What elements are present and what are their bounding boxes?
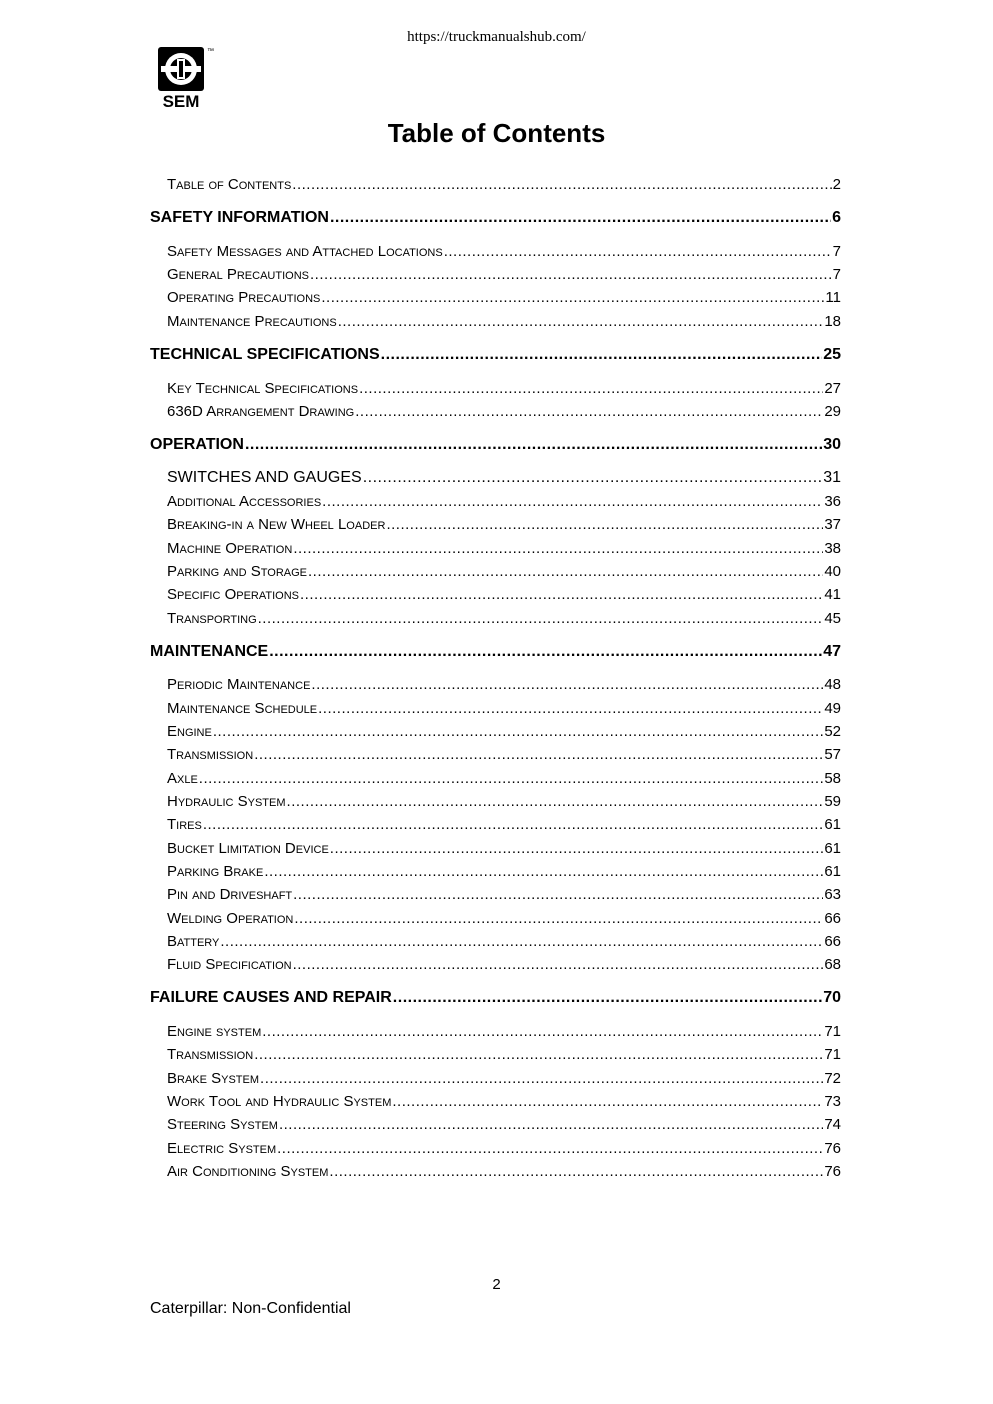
- toc-entry-page: 25: [823, 346, 841, 363]
- toc-entry-page: 63: [824, 886, 841, 903]
- sem-logo: [157, 45, 219, 109]
- toc-dot-leader: [277, 1140, 823, 1157]
- toc-section-entry[interactable]: [150, 436, 841, 454]
- toc-dot-leader: [381, 346, 823, 364]
- toc-dot-leader: [330, 209, 831, 227]
- toc-entry-title: FAILURE CAUSES AND REPAIR: [150, 989, 392, 1006]
- toc-section-entry[interactable]: [150, 346, 841, 364]
- toc-entry-title: Specific Operations: [167, 586, 299, 603]
- toc-entry-title: Parking Brake: [167, 863, 264, 880]
- toc-entry-title: Fluid Specification: [167, 956, 292, 973]
- toc-entry-page: 45: [824, 610, 841, 627]
- toc-entry-page: 40: [824, 563, 841, 580]
- toc-entry-title: OPERATION: [150, 436, 244, 453]
- toc-subsection-entry[interactable]: [167, 840, 841, 857]
- toc-subsection-entry[interactable]: [167, 793, 841, 810]
- toc-subsection-entry[interactable]: [167, 723, 841, 740]
- toc-entry-page: 68: [824, 956, 841, 973]
- toc-entry-page: 52: [824, 723, 841, 740]
- toc-entry-page: 37: [824, 516, 841, 533]
- logo-trademark: ™: [207, 48, 214, 55]
- toc-entry-page: 36: [824, 493, 841, 510]
- toc-entry-title: Table of Contents: [167, 176, 292, 193]
- toc-entry-page: 38: [824, 540, 841, 557]
- toc-entry-title: Steering System: [167, 1116, 278, 1133]
- toc-dot-leader: [363, 469, 823, 487]
- toc-entry-title: Brake System: [167, 1070, 260, 1087]
- toc-entry-title: Work Tool and Hydraulic System: [167, 1093, 392, 1110]
- toc-dot-leader: [355, 403, 823, 420]
- toc-entry-title: Air Conditioning System: [167, 1163, 329, 1180]
- toc-dot-leader: [258, 610, 824, 627]
- toc-entry-title: Hydraulic System: [167, 793, 286, 810]
- toc-entry-page: 47: [823, 643, 841, 660]
- sem-logo-icon: [157, 45, 219, 109]
- toc-entry-page: 72: [824, 1070, 841, 1087]
- toc-subsection-entry[interactable]: [167, 563, 841, 580]
- toc-entry-page: 73: [824, 1093, 841, 1110]
- toc-entry-title: Pin and Driveshaft: [167, 886, 293, 903]
- toc-entry-title: General Precautions: [167, 266, 309, 283]
- toc-entry-title: Key Technical Specifications: [167, 380, 359, 397]
- toc-dot-leader: [292, 176, 831, 193]
- toc-subsection-entry[interactable]: [167, 886, 841, 903]
- toc-dot-leader: [322, 493, 823, 510]
- toc-entry-title: TECHNICAL SPECIFICATIONS: [150, 346, 380, 363]
- toc-dot-leader: [269, 643, 822, 661]
- toc-entry-page: 31: [823, 469, 841, 486]
- source-url[interactable]: https://truckmanualshub.com/: [407, 29, 586, 45]
- toc-entry-title: Machine Operation: [167, 540, 293, 557]
- toc-entry-title: Welding Operation: [167, 910, 294, 927]
- toc-entry-page: 57: [824, 746, 841, 763]
- toc-dot-leader: [293, 886, 823, 903]
- toc-dot-leader: [311, 676, 823, 693]
- toc-subsection-entry[interactable]: [167, 816, 841, 833]
- toc-entry-page: 58: [824, 770, 841, 787]
- toc-dot-leader: [294, 910, 823, 927]
- toc-dot-leader: [254, 746, 823, 763]
- toc-dot-leader: [329, 1163, 823, 1180]
- toc-dot-leader: [330, 840, 824, 857]
- toc-entry-title: SWITCHES AND GAUGES: [167, 469, 362, 486]
- toc-subsection-entry[interactable]: [167, 403, 841, 420]
- toc-entry-page: 70: [823, 989, 841, 1006]
- toc-entry-page: 61: [824, 840, 841, 857]
- toc-subsection-entry[interactable]: [167, 910, 841, 927]
- toc-dot-leader: [386, 516, 823, 533]
- toc-subsection-entry[interactable]: [167, 956, 841, 973]
- toc-entry-title: Engine system: [167, 1023, 262, 1040]
- toc-dot-leader: [338, 313, 824, 330]
- toc-dot-leader: [293, 540, 823, 557]
- toc-subsection-entry[interactable]: [167, 1140, 841, 1157]
- toc-entry-page: 76: [824, 1140, 841, 1157]
- toc-subsection-entry[interactable]: [167, 610, 841, 627]
- toc-dot-leader: [359, 380, 823, 397]
- toc-entry-title: Tires: [167, 816, 202, 833]
- toc-dot-leader: [300, 586, 823, 603]
- toc-entry-page: 7: [832, 266, 841, 283]
- toc-entry-page: 76: [824, 1163, 841, 1180]
- toc-entry-page: 59: [824, 793, 841, 810]
- toc-dot-leader: [264, 863, 823, 880]
- toc-subsection-entry[interactable]: [167, 380, 841, 397]
- toc-entry-page: 18: [824, 313, 841, 330]
- toc-entry-page: 27: [824, 380, 841, 397]
- toc-dot-leader: [279, 1116, 823, 1133]
- toc-subsection-entry[interactable]: [167, 676, 841, 693]
- toc-entry-title: Battery: [167, 933, 220, 950]
- toc-dot-leader: [392, 1093, 823, 1110]
- toc-entry-page: 29: [824, 403, 841, 420]
- toc-entry-title: Transporting: [167, 610, 257, 627]
- toc-dot-leader: [203, 816, 823, 833]
- toc-subsection-entry[interactable]: [167, 863, 841, 880]
- toc-entry-page: 61: [824, 816, 841, 833]
- toc-subsection-entry[interactable]: [167, 266, 841, 283]
- toc-entry-page: 66: [824, 933, 841, 950]
- toc-entry-title: SAFETY INFORMATION: [150, 209, 329, 226]
- toc-subsection-entry[interactable]: [167, 493, 841, 510]
- toc-entry-title: Transmission: [167, 1046, 254, 1063]
- toc-entry-title: Maintenance Precautions: [167, 313, 337, 330]
- toc-subsection-entry[interactable]: [167, 1023, 841, 1040]
- toc-subsection-entry[interactable]: [167, 770, 841, 787]
- toc-subsection-entry[interactable]: [167, 243, 841, 260]
- toc-entry-page: 6: [832, 209, 841, 226]
- toc-entry-page: 48: [824, 676, 841, 693]
- page-title: Table of Contents: [387, 118, 606, 148]
- toc-entry-title: Maintenance Schedule: [167, 700, 318, 717]
- toc-entry-title: Breaking-in a New Wheel Loader: [167, 516, 386, 533]
- toc-dot-leader: [262, 1023, 823, 1040]
- toc-entry-page: 66: [824, 910, 841, 927]
- toc-entry-title: 636D Arrangement Drawing: [167, 403, 355, 420]
- toc-entry-page: 7: [832, 243, 841, 260]
- logo-wordmark: SEM: [162, 92, 200, 109]
- toc-subsection-entry[interactable]: [167, 746, 841, 763]
- toc-section-entry[interactable]: [150, 209, 841, 227]
- toc-subsection-entry[interactable]: [167, 1163, 841, 1180]
- toc-dot-leader: [220, 933, 823, 950]
- toc-entry-title: Additional Accessories: [167, 493, 322, 510]
- toc-dot-leader: [287, 793, 824, 810]
- toc-subsection-entry[interactable]: [167, 469, 841, 487]
- toc-dot-leader: [260, 1070, 823, 1087]
- toc-entry-title: Operating Precautions: [167, 289, 321, 306]
- toc-entry-title: Engine: [167, 723, 212, 740]
- toc-subsection-entry[interactable]: [167, 176, 841, 193]
- toc-subsection-entry[interactable]: [167, 289, 841, 306]
- toc-subsection-entry[interactable]: [167, 1046, 841, 1063]
- toc-entry-page: 71: [824, 1023, 841, 1040]
- toc-entry-title: Axle: [167, 770, 198, 787]
- toc-entry-page: 11: [825, 289, 841, 306]
- toc-subsection-entry[interactable]: [167, 1093, 841, 1110]
- toc-entry-title: Periodic Maintenance: [167, 676, 311, 693]
- toc-subsection-entry[interactable]: [167, 586, 841, 603]
- toc-dot-leader: [213, 723, 823, 740]
- toc-section-entry[interactable]: [150, 989, 841, 1007]
- toc-entry-title: Bucket Limitation Device: [167, 840, 329, 857]
- toc-entry-page: 2: [832, 176, 841, 193]
- toc-dot-leader: [393, 989, 822, 1007]
- toc-subsection-entry[interactable]: [167, 700, 841, 717]
- toc-dot-leader: [254, 1046, 823, 1063]
- toc-entry-page: 49: [824, 700, 841, 717]
- toc-dot-leader: [321, 289, 824, 306]
- toc-dot-leader: [318, 700, 823, 717]
- toc-subsection-entry[interactable]: [167, 933, 841, 950]
- toc-entry-title: Transmission: [167, 746, 254, 763]
- toc-dot-leader: [310, 266, 832, 283]
- toc-subsection-entry[interactable]: [167, 313, 841, 330]
- toc-entry-title: Parking and Storage: [167, 563, 307, 580]
- toc-entry-page: 61: [824, 863, 841, 880]
- toc-entry-page: 30: [823, 436, 841, 453]
- toc-entry-title: Electric System: [167, 1140, 277, 1157]
- toc-dot-leader: [308, 563, 823, 580]
- page-number: 2: [492, 1276, 501, 1293]
- toc-dot-leader: [293, 956, 824, 973]
- toc-subsection-entry[interactable]: [167, 1070, 841, 1087]
- toc-subsection-entry[interactable]: [167, 516, 841, 533]
- toc-entry-title: MAINTENANCE: [150, 643, 269, 660]
- toc-dot-leader: [245, 436, 822, 454]
- toc-entry-page: 71: [824, 1046, 841, 1063]
- toc-dot-leader: [444, 243, 832, 260]
- toc-section-entry[interactable]: [150, 643, 841, 661]
- footer-classification: Caterpillar: Non-Confidential: [150, 1300, 351, 1317]
- toc-subsection-entry[interactable]: [167, 540, 841, 557]
- toc-entry-page: 41: [824, 586, 841, 603]
- toc-entry-page: 74: [824, 1116, 841, 1133]
- toc-dot-leader: [199, 770, 824, 787]
- toc-subsection-entry[interactable]: [167, 1116, 841, 1133]
- toc-entry-title: Safety Messages and Attached Locations: [167, 243, 443, 260]
